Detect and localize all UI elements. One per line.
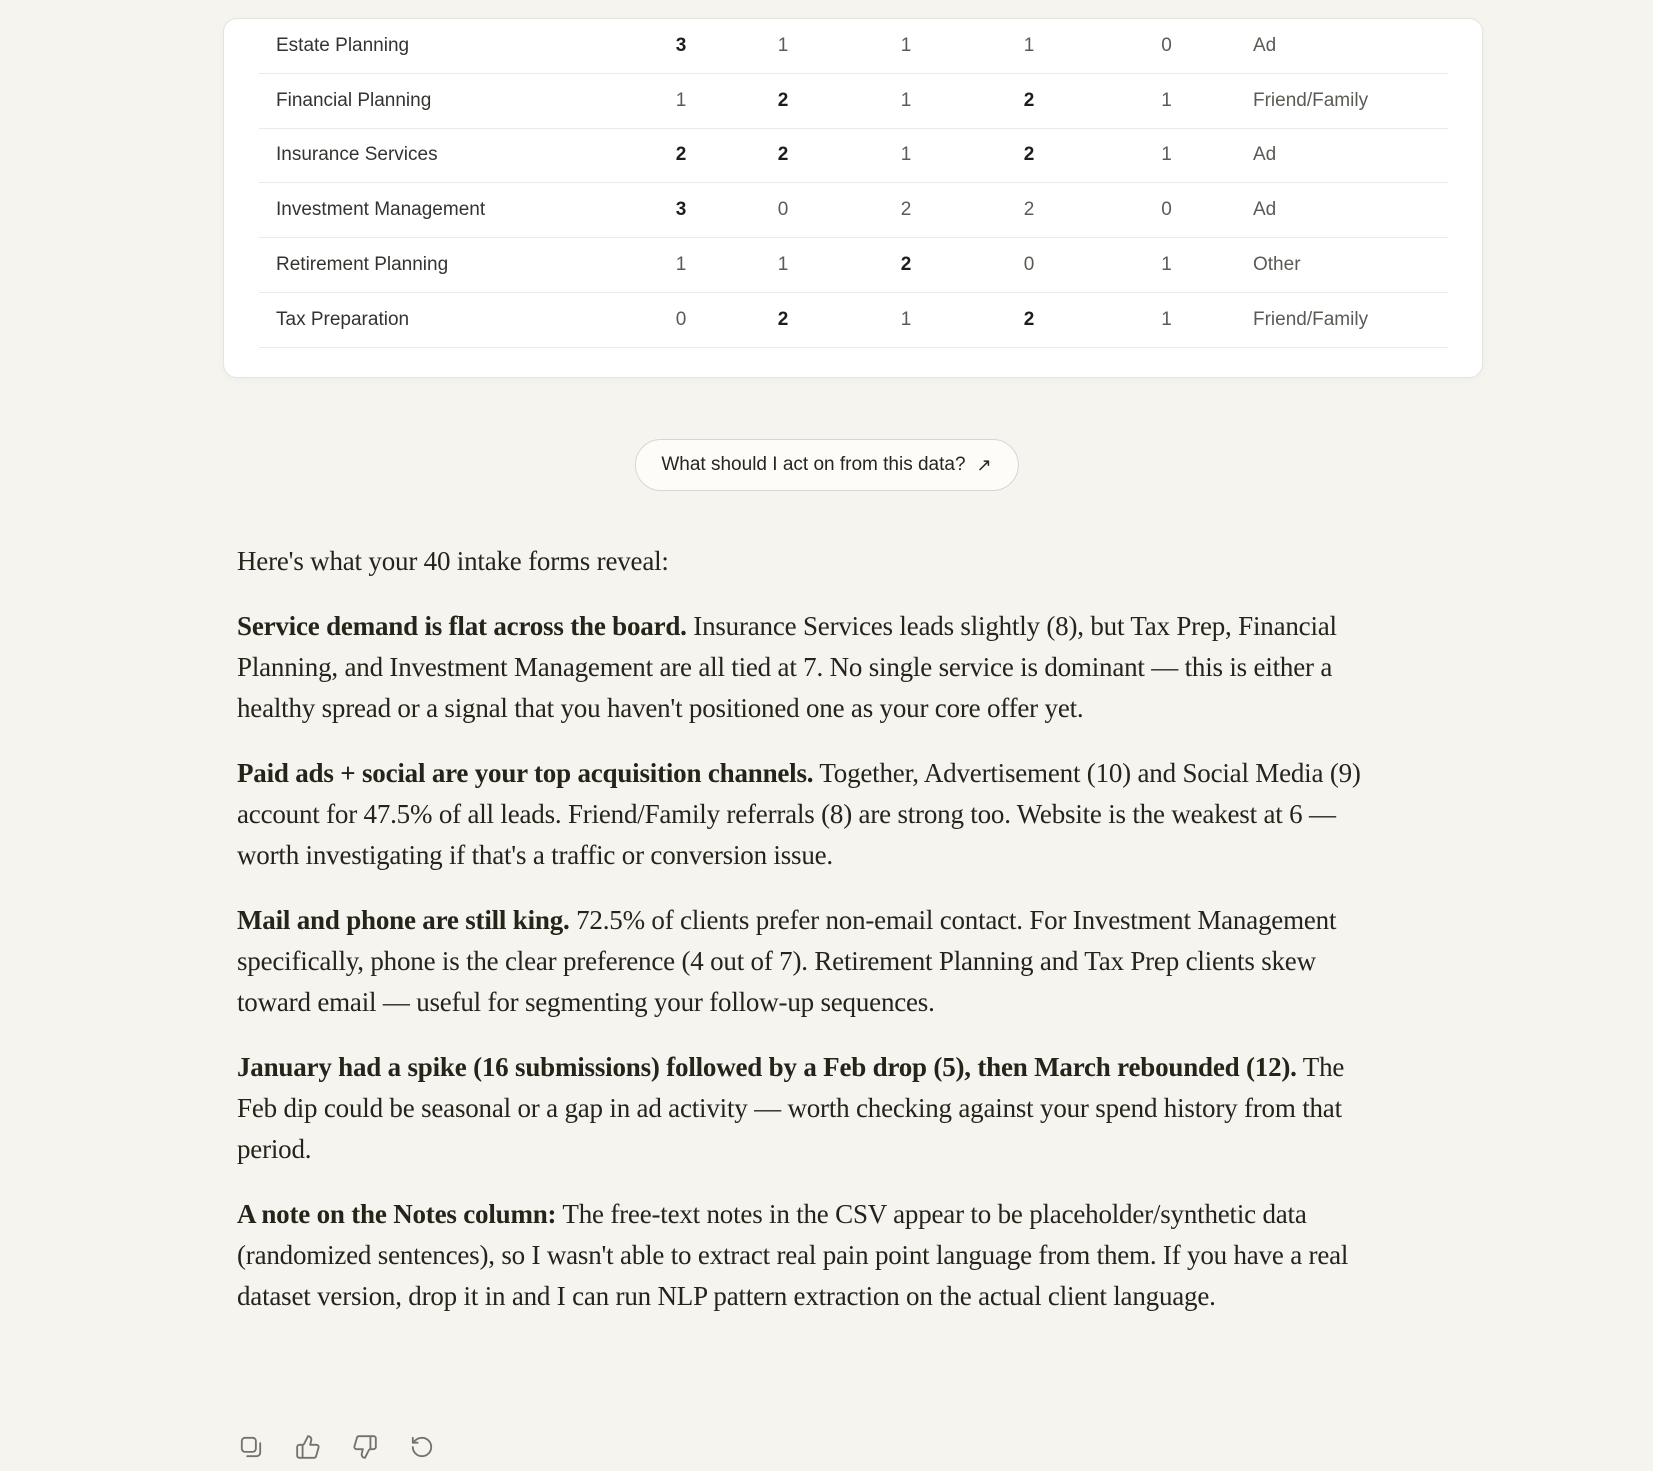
value-cell: 1 bbox=[777, 254, 789, 276]
channel-cell: Ad bbox=[1253, 199, 1277, 221]
thumbs-down-icon bbox=[352, 1434, 378, 1460]
service-cell: Retirement Planning bbox=[276, 254, 449, 276]
value-cell: 3 bbox=[675, 34, 687, 56]
paragraph-lead: A note on the Notes column: bbox=[237, 1199, 557, 1229]
table-row bbox=[259, 129, 1448, 184]
value-cell: 2 bbox=[777, 144, 789, 166]
retry-icon bbox=[409, 1434, 435, 1460]
value-cell: 3 bbox=[675, 199, 687, 221]
value-cell: 1 bbox=[1023, 34, 1035, 56]
table-card bbox=[223, 18, 1483, 378]
suggestion-chip-label: What should I act on from this data? bbox=[661, 454, 966, 475]
service-cell: Financial Planning bbox=[276, 89, 432, 111]
service-cell: Tax Preparation bbox=[276, 308, 410, 330]
paragraph-text: The Feb dip could be seasonal or a gap in ad activity — worth checking against your spend history from that period. bbox=[237, 1052, 1345, 1164]
value-cell: 2 bbox=[1023, 89, 1035, 111]
paragraph-lead: Mail and phone are still king. bbox=[237, 905, 570, 935]
value-cell: 1 bbox=[675, 254, 687, 276]
arrow-up-right-icon: ↗ bbox=[976, 455, 992, 475]
table-row bbox=[259, 74, 1448, 129]
paragraph-text: The free-text notes in the CSV appear to be placeholder/synthetic data (randomized sentences), so I wasn't able to extract real pain point language from them. If you have a real dataset version, drop it in and I can run NLP pattern extraction on the actual client language. bbox=[237, 1199, 1349, 1311]
value-cell: 1 bbox=[900, 308, 912, 330]
value-cell: 1 bbox=[675, 89, 687, 111]
value-cell: 1 bbox=[1161, 308, 1172, 330]
assistant-response bbox=[237, 541, 1362, 1341]
value-cell: 1 bbox=[900, 34, 912, 56]
response-paragraph bbox=[237, 1047, 1362, 1170]
value-cell: 2 bbox=[777, 308, 789, 330]
service-cell: Estate Planning bbox=[276, 34, 410, 56]
copy-icon bbox=[238, 1434, 264, 1460]
channel-cell: Ad bbox=[1253, 144, 1277, 166]
data-table bbox=[259, 19, 1448, 348]
value-cell: 2 bbox=[675, 144, 687, 166]
table-row bbox=[259, 238, 1448, 293]
paragraph-text: Insurance Services leads slightly (8), but Tax Prep, Financial Planning, and Investment Management are all tied at 7. No single service is dominant — this is either a healthy spread or a signal that you haven't positioned one as your core offer yet. bbox=[237, 611, 1337, 723]
value-cell: 0 bbox=[1023, 254, 1035, 276]
thumbs-down-button[interactable] bbox=[351, 1433, 379, 1461]
value-cell: 0 bbox=[675, 308, 687, 330]
paragraph-lead: Paid ads + social are your top acquisition channels. bbox=[237, 758, 814, 788]
thumbs-up-icon bbox=[295, 1434, 321, 1460]
response-paragraph bbox=[237, 1194, 1362, 1317]
response-intro: Here's what your 40 intake forms reveal: bbox=[237, 546, 669, 576]
value-cell: 1 bbox=[777, 34, 789, 56]
value-cell: 1 bbox=[900, 144, 912, 166]
thumbs-up-button[interactable] bbox=[294, 1433, 322, 1461]
channel-cell: Ad bbox=[1253, 34, 1277, 56]
value-cell: 2 bbox=[900, 254, 912, 276]
value-cell: 1 bbox=[900, 89, 912, 111]
table-row bbox=[259, 19, 1448, 74]
paragraph-text: 72.5% of clients prefer non-email contact. For Investment Management specifically, phone is the clear preference (4 out of 7). Retirement Planning and Tax Prep clients skew toward email — useful for segmenting your follow-up sequences. bbox=[237, 905, 1337, 1017]
paragraph-text: Together, Advertisement (10) and Social Media (9) account for 47.5% of all leads. Friend/Family referrals (8) are strong too. Website is the weakest at 6 — worth investigating if that's a traffic or conversion issue. bbox=[237, 758, 1361, 870]
channel-cell: Friend/Family bbox=[1253, 89, 1369, 111]
response-paragraph bbox=[237, 753, 1362, 876]
channel-cell: Friend/Family bbox=[1253, 308, 1369, 330]
value-cell: 1 bbox=[1161, 89, 1172, 111]
value-cell: 1 bbox=[1161, 144, 1172, 166]
value-cell: 2 bbox=[1023, 199, 1035, 221]
copy-button[interactable] bbox=[237, 1433, 265, 1461]
table-row bbox=[259, 183, 1448, 238]
message-actions bbox=[237, 1433, 436, 1461]
response-paragraph bbox=[237, 900, 1362, 1023]
paragraph-lead: Service demand is flat across the board. bbox=[237, 611, 687, 641]
value-cell: 2 bbox=[1023, 308, 1035, 330]
paragraph-lead: January had a spike (16 submissions) followed by a Feb drop (5), then March rebounded (12). bbox=[237, 1052, 1297, 1082]
channel-cell: Other bbox=[1253, 254, 1301, 276]
value-cell: 0 bbox=[1161, 199, 1172, 221]
value-cell: 2 bbox=[1023, 144, 1035, 166]
service-cell: Insurance Services bbox=[276, 144, 438, 166]
retry-button[interactable] bbox=[408, 1433, 436, 1461]
value-cell: 0 bbox=[777, 199, 789, 221]
value-cell: 0 bbox=[1161, 34, 1172, 56]
service-cell: Investment Management bbox=[276, 199, 486, 221]
response-paragraph bbox=[237, 606, 1362, 729]
suggestion-chip[interactable] bbox=[634, 439, 1018, 491]
value-cell: 1 bbox=[1161, 254, 1172, 276]
table-row bbox=[259, 293, 1448, 348]
value-cell: 2 bbox=[777, 89, 789, 111]
value-cell: 2 bbox=[900, 199, 912, 221]
